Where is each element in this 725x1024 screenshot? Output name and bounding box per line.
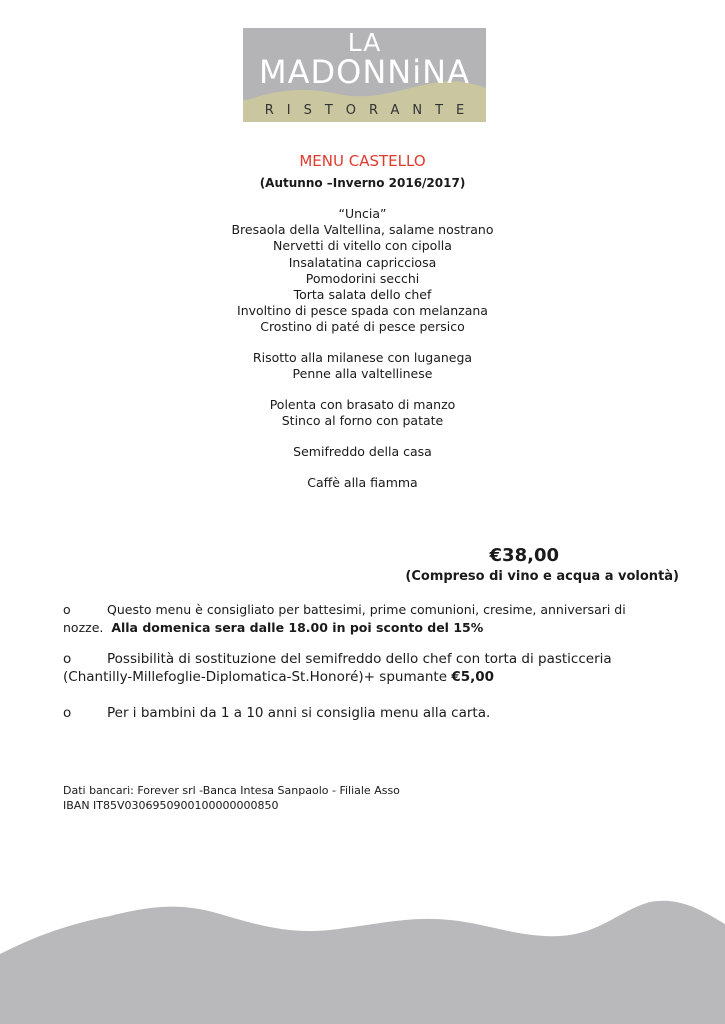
- course-group: [0, 397, 725, 429]
- note-substitution: [63, 650, 653, 686]
- course-item: Insalatatina capricciosa: [288, 254, 437, 270]
- restaurant-logo: [243, 28, 486, 122]
- course-item: Penne alla valtellinese: [292, 366, 433, 382]
- course-group: [0, 206, 725, 336]
- bullet-marker: o: [63, 651, 72, 667]
- menu-season: (Autunno –Inverno 2016/2017): [259, 176, 466, 190]
- bank-details-line: Dati bancari: Forever srl -Banca Intesa Sanpaolo - Filiale Asso: [63, 784, 400, 797]
- bullet-marker: o: [63, 602, 71, 617]
- course-item: Caffè alla fiamma: [307, 475, 418, 491]
- course-item: Pomodorini secchi: [305, 270, 420, 286]
- course-item: Involtino di pesce spada con melanzana: [237, 303, 488, 319]
- course-item: Bresaola della Valtellina, salame nostrano: [231, 222, 494, 238]
- note-discount-text: Alla domenica sera dalle 18.00 in poi sconto del 15%: [111, 620, 484, 635]
- logo-line-madonnina: MADONNiNA: [259, 53, 470, 91]
- logo-subtitle: RISTORANTE: [243, 100, 486, 122]
- bullet-marker: o: [63, 705, 72, 721]
- course-item: Semifreddo della casa: [293, 444, 432, 460]
- course-group: [0, 475, 725, 491]
- note-substitution-price: €5,00: [451, 669, 495, 685]
- menu-title: MENU CASTELLO: [299, 152, 426, 170]
- menu-price: €38,00: [489, 545, 559, 566]
- logo-line-la: LA: [347, 28, 382, 57]
- course-group: [0, 350, 725, 382]
- course-list: [0, 206, 725, 491]
- course-item: Polenta con brasato di manzo: [269, 397, 456, 413]
- footer-hills-graphic: [0, 894, 725, 1024]
- note-occasions: [63, 601, 653, 637]
- course-item: “Uncia”: [338, 206, 387, 221]
- course-item: Stinco al forno con patate: [281, 413, 444, 429]
- bank-details: [63, 783, 400, 813]
- course-item: Nervetti di vitello con cipolla: [273, 238, 452, 254]
- course-group: [0, 444, 725, 460]
- note-children: [63, 704, 653, 722]
- note-occasions-text: Questo menu è consigliato per battesimi, prime comunioni, cresime, anniversari di nozze.: [63, 602, 626, 635]
- course-item: Crostino di paté di pesce persico: [260, 319, 465, 335]
- price-note: (Compreso di vino e acqua a volontà): [405, 569, 679, 584]
- course-item: Torta salata dello chef: [293, 287, 432, 303]
- bank-iban-line: IBAN IT85V0306950900100000000850: [63, 799, 279, 812]
- course-item: Risotto alla milanese con luganega: [252, 350, 473, 366]
- note-children-text: Per i bambini da 1 a 10 anni si consiglia menu alla carta.: [107, 705, 491, 721]
- note-substitution-text: Possibilità di sostituzione del semifreddo dello chef con torta di pasticceria (Chantilly-Millefoglie-Diplomatica-St.Honoré)+ spumante: [63, 651, 612, 685]
